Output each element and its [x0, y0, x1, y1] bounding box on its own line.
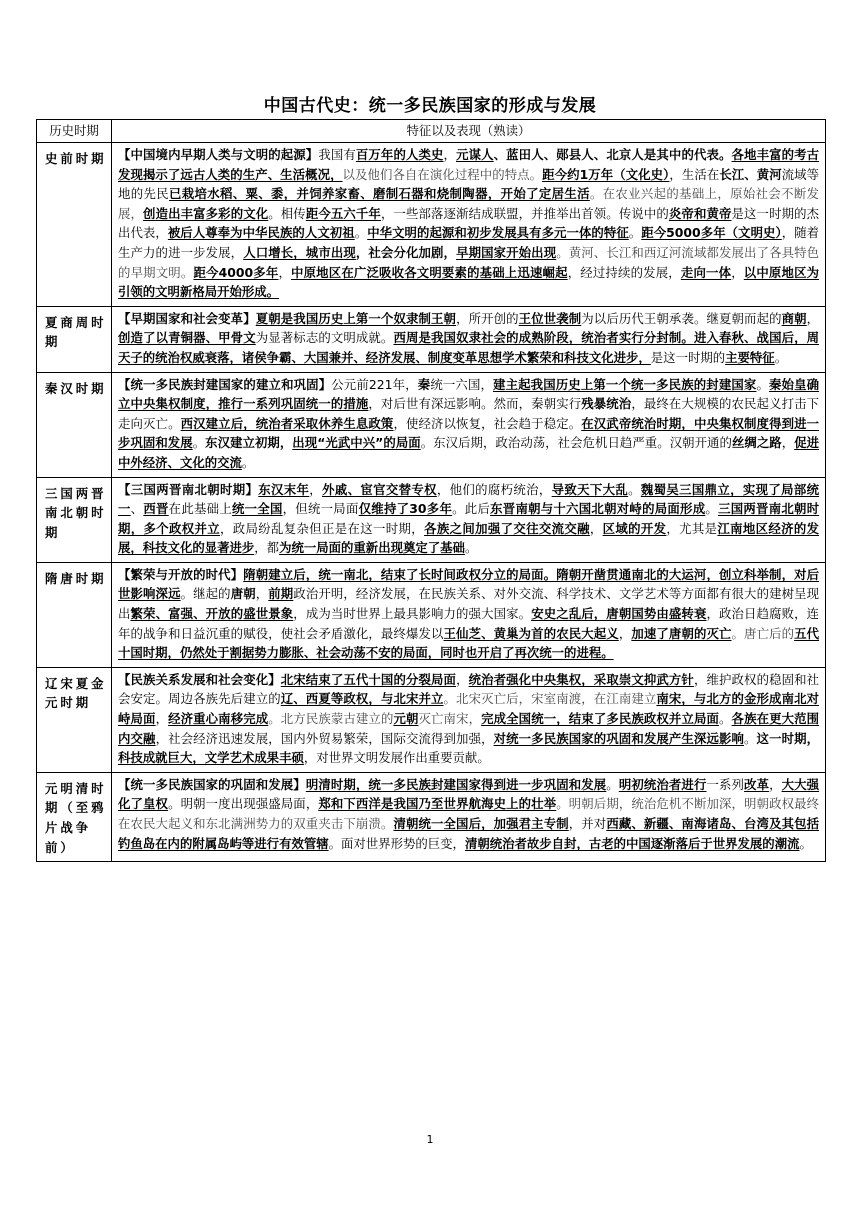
text-segment: 公元前221年， — [331, 376, 418, 392]
text-segment: 【早期国家和社会变革】 — [118, 310, 256, 326]
text-segment: 、 — [130, 501, 144, 517]
text-segment: 西晋 — [143, 501, 169, 517]
text-segment: 加速了唐朝的灭亡 — [631, 625, 732, 641]
text-segment: 仅维持了30多年 — [358, 501, 453, 517]
text-segment: 百万年的人类史 — [355, 147, 444, 162]
text-segment: ， — [769, 776, 782, 792]
period-cell: 秦汉时期 — [37, 372, 112, 477]
text-segment: 人口增长，城市出现 — [243, 244, 356, 260]
text-segment: 。 — [464, 540, 478, 556]
text-segment: 。唐亡后的 — [731, 625, 795, 641]
text-segment: 各族在更大范围内交融 — [118, 711, 820, 746]
text-segment: 促进中外经济、文化的交流 — [118, 435, 820, 470]
text-segment: 秦 — [417, 376, 431, 392]
period-cell: 辽宋夏金元时期 — [37, 667, 112, 772]
text-segment: ， — [309, 481, 323, 497]
text-segment: 唐朝 — [230, 586, 256, 602]
text-segment: 科技成就巨大，文学艺术成果丰硕 — [118, 750, 304, 766]
text-segment: 以及他们各自在演化过程中的特点。 — [342, 166, 543, 182]
text-segment: 东汉建立初期， — [205, 435, 293, 451]
text-segment: 西藏、新疆、南海诸岛、台湾及其包括钓鱼岛在内的附属岛屿等进行有效管辖 — [118, 816, 820, 851]
text-segment: 经济重心南移完成 — [168, 711, 269, 727]
text-segment: 前期 — [268, 586, 294, 602]
text-segment: 五代十国时期，仍然处于割据势力膨胀、社会动荡不安的局面，同时也开启了再次统一的进程。 — [118, 625, 820, 661]
text-segment: 。 — [354, 225, 368, 241]
text-segment: 是这一时期的 — [650, 349, 726, 365]
text-segment: 。 — [756, 376, 770, 392]
text-segment: ， — [806, 310, 820, 326]
text-segment: ，并对 — [568, 816, 607, 831]
text-segment: 。 — [744, 730, 757, 746]
text-segment: 。 — [628, 481, 641, 497]
period-cell: 夏商周时期 — [37, 306, 112, 372]
text-segment: 秦始皇确立中央集权制度，推行 — [118, 376, 820, 412]
text-segment: ， — [443, 147, 457, 162]
text-segment: ，维护政权的稳固和社会安定。周边各族先后建立的 — [118, 671, 820, 707]
text-segment: 东汉末年 — [258, 481, 310, 497]
text-segment: 建主起我国历史上第一个统一多民族的封建国家 — [493, 376, 757, 392]
text-segment: 。北宋灭亡后，宋室南渡，在江南建立 — [443, 691, 657, 707]
text-segment: ，政治日趋腐败，连年的战争和日益沉重的赋役，使社会矛盾激化，最终爆发以 — [118, 606, 820, 641]
text-segment: 。 — [628, 225, 642, 241]
text-segment: 政治开明，经济发展，在民族关系、对外交流、科学技术、文学艺术等方面都有很大的建树呈现出 — [118, 586, 820, 622]
text-segment: 。 — [606, 776, 619, 792]
text-segment: 创造了以青铜器、甲骨文 — [118, 330, 256, 346]
text-segment: 中原地区在广泛吸收各文明要素的基础上迅速崛起 — [291, 264, 568, 280]
text-segment: 魏蜀吴三国鼎立，实现了局部统一 — [118, 481, 820, 517]
text-segment: 【中国境内早期人类与文明的起源】 — [118, 147, 319, 162]
text-segment: 早期国家开始出现 — [456, 244, 557, 260]
text-segment: 。面对世界形势的巨变， — [328, 835, 465, 851]
text-segment: ，一些部落逐渐结成联盟，并推举出首领。传说中的 — [380, 205, 669, 221]
text-segment: 完成全国统一，结束了多民族政权并立局面 — [481, 711, 720, 727]
text-segment: 隋朝建立后，统一南北，结束了长时间政权分立的局面。隋朝开凿贯通南北的大运河，创立科举制，对后世影响深远 — [118, 566, 820, 602]
text-segment: 王仙芝、黄巢为首的农民大起义 — [443, 625, 619, 641]
table-row — [37, 667, 826, 772]
table-row — [37, 143, 826, 307]
text-segment: 清朝统一全国后，加强君主专制 — [393, 816, 569, 831]
text-segment: 三国两晋南北朝时期，多个政权并立 — [118, 501, 820, 536]
text-segment: ，他们的腐朽统治， — [436, 481, 552, 497]
text-segment: 距今5000多年（文明史） — [641, 225, 782, 241]
text-segment: ， — [278, 264, 292, 280]
text-segment: 【三国两晋南北朝时期】 — [118, 481, 259, 497]
text-segment: 改革 — [744, 776, 770, 792]
text-segment: ，但统一局面 — [282, 501, 359, 517]
text-segment: 。明朝后期，统治危机不断加深，明朝政权最终在农民大起义和东北满洲势力的双重夹击下崩溃。 — [118, 796, 820, 831]
text-segment: 西汉建立后，统治者采取休养生息政策 — [180, 415, 394, 431]
text-segment: 统一全国 — [231, 501, 283, 517]
text-segment: 。相传 — [268, 205, 306, 221]
text-segment: ，尤其是 — [666, 520, 718, 536]
text-segment: 【统一多民族国家的巩固和发展】 — [118, 776, 306, 792]
description-cell — [112, 562, 826, 667]
table-header-row — [37, 120, 826, 143]
text-segment: 。 — [241, 454, 255, 470]
text-segment: 。在农业兴起的基础上，原始社会不断发展， — [118, 186, 820, 221]
text-segment: 夏朝是我国历史上第一个奴隶制王朝 — [255, 310, 457, 326]
text-segment: ，政局纷乱复杂但正是在这一时期， — [220, 520, 425, 536]
text-segment: 繁荣、富强、开放的盛世景象 — [130, 606, 294, 622]
text-segment: ，社会经济迅速发展，国内外贸易繁荣，国际交流得到加强， — [155, 730, 494, 746]
description-cell — [112, 372, 826, 477]
description-cell — [112, 477, 826, 562]
text-segment: ，社会分化加剧， — [355, 244, 457, 260]
text-segment: 流域等地的先民 — [118, 166, 820, 202]
text-segment: 中华文明的起源和初步发展具有多元一体的特征 — [367, 225, 629, 241]
text-segment: ，使经济以恢复，社会趋于稳定。 — [393, 415, 582, 431]
text-segment: 以中原地区为引领的文明新格局开始形成。 — [118, 264, 820, 300]
text-segment: ，随着生产力的进一步发展， — [118, 225, 820, 260]
text-segment: 、蓝田人、郧县人、北京人是其中的代表。 — [493, 147, 732, 162]
text-segment: 已栽培水稻、粟、黍，并饲养家畜、磨制石器和烧制陶器，开始了定居生活 — [169, 186, 590, 202]
text-segment: 统治者强化中央集权，采取崇文抑武方针 — [468, 671, 694, 687]
text-segment: ， — [781, 435, 795, 451]
text-segment: 为显著标志的文明成就。 — [255, 330, 394, 346]
text-segment: 一系列巩固统一的措施 — [243, 396, 369, 412]
text-segment: 郑和下西洋是我国乃至世界航海史上的壮举 — [318, 796, 557, 812]
period-cell: 隋唐时期 — [37, 562, 112, 667]
text-segment: ， — [731, 264, 744, 280]
period-cell: 史前时期 — [37, 143, 112, 307]
text-segment: 外戚、宦官交替专权 — [322, 481, 437, 497]
text-segment: 王位世袭制 — [518, 310, 582, 326]
text-segment: 走向一体 — [680, 264, 732, 280]
text-segment: 为以后历代王朝承袭。继夏朝而起的 — [581, 310, 782, 326]
text-segment: 是这一时期的杰出代表， — [118, 205, 820, 241]
text-segment: 清朝统治者故步自封，古老的中国逐渐落后于世界发展的潮流 — [464, 835, 800, 851]
period-cell: 元明清时期（至鸦片战争前） — [37, 772, 112, 861]
text-segment: 元朝 — [393, 711, 419, 727]
description-cell — [112, 143, 826, 307]
text-segment: 东晋南朝与十六国北朝对峙的局面形成 — [490, 501, 706, 517]
table-row — [37, 562, 826, 667]
text-segment: 【繁荣与开放的时代】 — [118, 566, 244, 582]
text-segment: 距今4000多年 — [193, 264, 279, 280]
text-segment: 。 — [705, 501, 719, 517]
text-segment: 明清时期，统一多民族封建国家得到进一步巩固和发展 — [305, 776, 607, 792]
text-segment: ， — [255, 586, 269, 602]
table-row — [37, 306, 826, 372]
text-segment: 。明朝一度出现强盛局面， — [168, 796, 319, 812]
text-segment: 大大强化了皇权 — [118, 776, 820, 812]
text-segment: 灭亡南宋， — [418, 711, 482, 727]
text-segment: 。黄河、长江和西辽河流域都发展出了各具特色的早期文明。 — [118, 244, 820, 280]
text-segment: ，最终在大规模的农民起义打击下走向灭亡。 — [118, 396, 820, 431]
table-row — [37, 772, 826, 861]
description-cell — [112, 306, 826, 372]
text-segment: ， — [155, 711, 169, 727]
text-segment: ，经过持续的发展， — [567, 264, 681, 280]
text-segment: 在汉武帝统治时期，中央集权制度得到进一步巩固和发展 — [118, 415, 820, 451]
text-segment: 。北方民族蒙古建立的 — [268, 711, 394, 727]
text-segment: 。 — [799, 835, 812, 851]
text-segment: 商朝 — [781, 310, 807, 326]
text-segment: 各族之间加强了交往交流交融 — [424, 520, 590, 536]
description-cell — [112, 772, 826, 861]
period-cell: 三国两晋南北朝时期 — [37, 477, 112, 562]
text-segment: 西周是我国奴隶社会的成熟阶段，统治者实行分封制。进入春秋、战国后，周天子的统治权威衰落，诸侯争霸、大国兼并、经济发展、制度变革思想学术繁荣和科技文化进步， — [118, 330, 820, 365]
text-segment: ，对世界文明发展作出重要贡献。 — [303, 750, 490, 766]
text-segment: 创造出丰富多彩的文化 — [143, 205, 269, 221]
page-title: 中国古代史：统一多民族国家的形成与发展 — [263, 96, 597, 116]
text-segment: 长江、黄河 — [719, 166, 782, 182]
header-content: 特征以及表现（熟读） — [112, 120, 826, 143]
text-segment: 。 — [719, 711, 732, 727]
text-segment: 【民族关系发展和社会变化】 — [118, 671, 281, 687]
text-segment: 距今约1万年（文化史） — [542, 166, 670, 182]
description-cell — [112, 667, 826, 772]
text-segment: 。 — [192, 435, 206, 451]
page-number: 1 — [426, 1133, 434, 1146]
text-segment: 各地丰富的考古发现揭示了远古人类的生产、生活概况， — [118, 147, 820, 182]
history-table — [36, 119, 826, 862]
text-segment: 主要特征 — [725, 349, 775, 365]
text-segment: 南宋，与北方的金形成南北对峙局面 — [118, 691, 820, 727]
text-segment: 明初统治者进行 — [618, 776, 707, 792]
header-period: 历史时期 — [37, 120, 112, 143]
text-segment: 出现“光武中兴”的局面 — [292, 435, 421, 451]
table-row — [37, 372, 826, 477]
text-segment: 安史之乱后，唐朝国势由盛转衰 — [531, 606, 707, 622]
text-segment: 江南地区经济的发展，科技文化的显著进步 — [118, 520, 820, 556]
text-segment: 。东汉后期，政治动荡，社会危机日趋严重。汉朝开通的 — [420, 435, 732, 451]
text-segment: 丝绸之路 — [731, 435, 782, 451]
text-segment: 我国有 — [318, 147, 356, 162]
text-segment: ， — [589, 520, 603, 536]
table-row — [37, 477, 826, 562]
text-segment: 这一时期， — [756, 730, 820, 746]
text-segment: 在此基础上 — [168, 501, 232, 517]
text-segment: 。 — [774, 349, 788, 365]
text-segment: 北宋结束了五代十国的分裂局面 — [280, 671, 457, 687]
text-segment: 区域的开发 — [602, 520, 667, 536]
text-segment: 【统一多民族封建国家的建立和巩固】 — [118, 376, 332, 392]
text-segment: ， — [456, 671, 469, 687]
text-segment: 距今五六千年 — [305, 205, 381, 221]
text-segment: ， — [618, 625, 632, 641]
text-segment: 。继起的 — [180, 586, 231, 602]
text-segment: 炎帝和黄帝 — [668, 205, 732, 221]
text-segment: ，都 — [254, 540, 280, 556]
text-segment: 。此后 — [452, 501, 491, 517]
text-segment: 为统一局面的重新出现奠定了基础 — [279, 540, 465, 556]
text-segment: ，所开创的 — [456, 310, 519, 326]
text-segment: 元谋人 — [456, 147, 494, 162]
text-segment: 残暴统治 — [581, 396, 632, 412]
text-segment: 被后人尊奉为中华民族的人文初祖 — [167, 225, 355, 241]
text-segment: ，对后世有深远影响。然而，秦朝实行 — [368, 396, 582, 412]
text-segment: ，生活在 — [669, 166, 720, 182]
text-segment: 统一六国， — [430, 376, 494, 392]
text-segment: ，成为当时世界上最具影响力的强大国家。 — [293, 606, 532, 622]
text-segment: 辽、西夏等政权，与北宋并立 — [280, 691, 444, 707]
text-segment: 一系列 — [706, 776, 745, 792]
text-segment: 对统一多民族国家的巩固和发展产生深远影响 — [493, 730, 745, 746]
text-segment: 导致天下大乱 — [551, 481, 629, 497]
